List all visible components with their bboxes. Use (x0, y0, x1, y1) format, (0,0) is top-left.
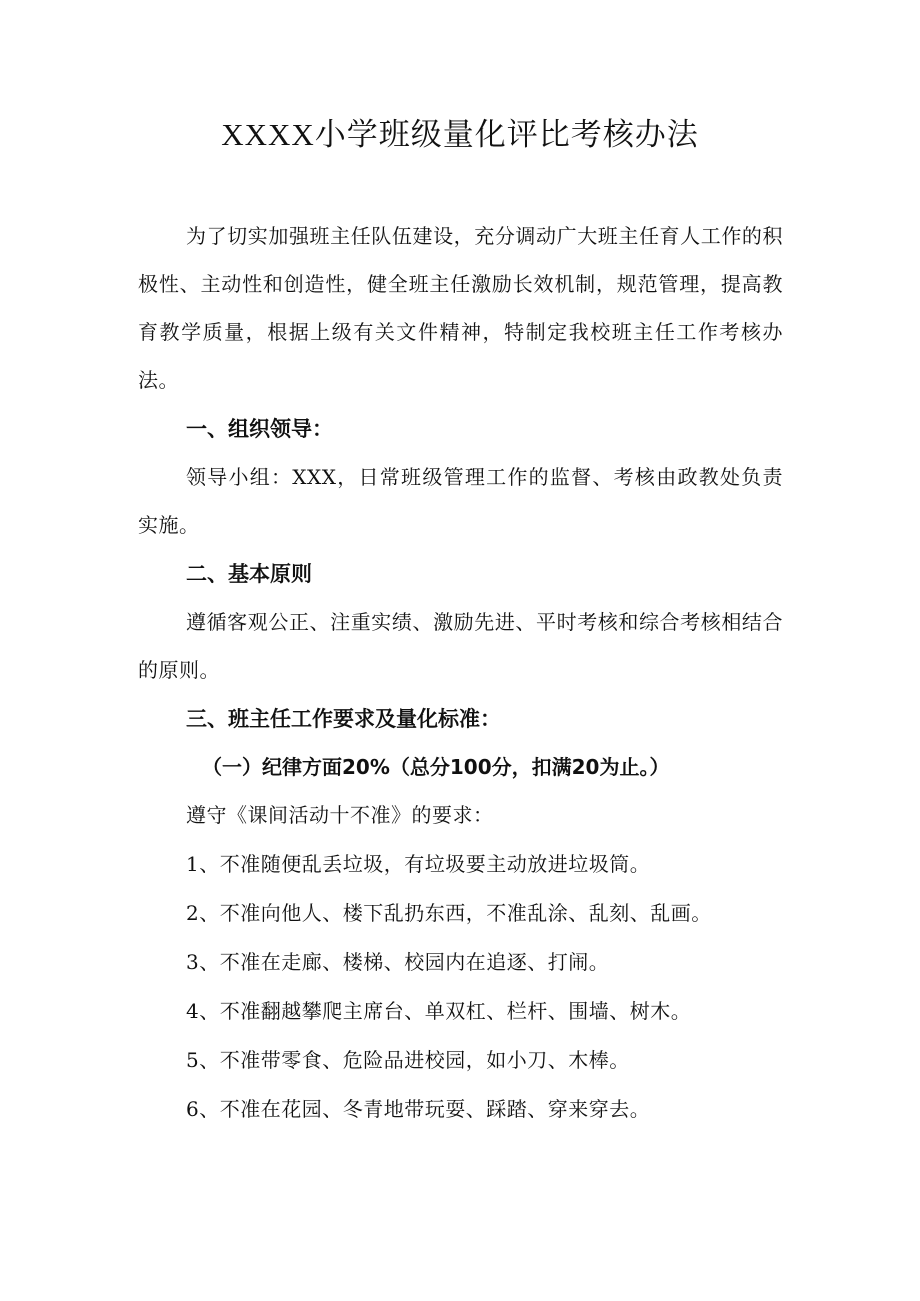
list-item: 4、不准翻越攀爬主席台、单双杠、栏杆、围墙、树木。 (186, 999, 692, 1023)
title-prefix: XXXX (221, 117, 315, 152)
intro-paragraph: 为了切实加强班主任队伍建设，充分调动广大班主任育人工作的积极性、主动性和创造性，健全班主任激励长效机制，规范管理，提高教育教学质量，根据上级有关文件精神，特制定我校班主任工作考核办法。 (138, 224, 783, 392)
list-item: 6、不准在花园、冬青地带玩耍、踩踏、穿来穿去。 (186, 1097, 651, 1121)
list-item: 3、不准在走廊、楼梯、校园内在追逐、打闹。 (186, 950, 610, 974)
section-3-heading: 三、班主任工作要求及量化标准： (186, 707, 501, 731)
list-item: 5、不准带零食、危险品进校园，如小刀、木棒。 (186, 1048, 630, 1072)
rules-intro: 遵守《课间活动十不准》的要求： (186, 803, 494, 827)
title-main: 小学班级量化评比考核办法 (314, 117, 699, 153)
document-title (0, 110, 920, 160)
section-1-body: 领导小组：XXX，日常班级管理工作的监督、考核由政教处负责实施。 (138, 465, 783, 537)
section-2-body: 遵循客观公正、注重实绩、激励先进、平时考核和综合考核相结合的原则。 (138, 610, 783, 682)
list-item: 2、不准向他人、楼下乱扔东西，不准乱涂、乱刻、乱画。 (186, 901, 712, 925)
section-1-heading: 一、组织领导： (186, 417, 333, 441)
section-3-subheading: （一）纪律方面20%（总分100分，扣满20为止。） (202, 755, 670, 779)
list-item: 1、不准随便乱丢垃圾，有垃圾要主动放进垃圾筒。 (186, 852, 651, 876)
section-2-heading: 二、基本原则 (186, 562, 312, 586)
